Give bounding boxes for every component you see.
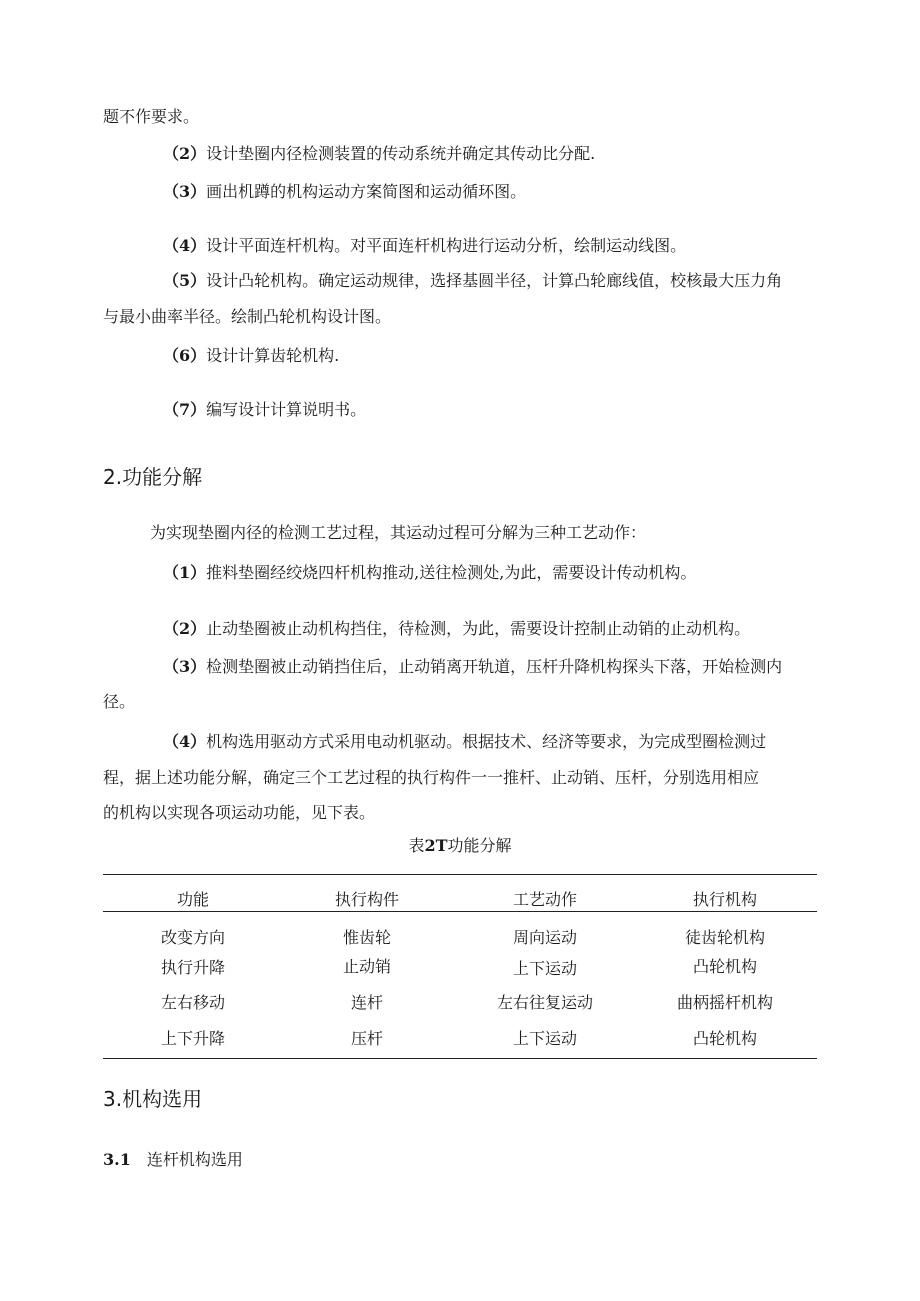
table-cell: 止动销 [342, 957, 391, 976]
subsection-heading-3-1 [103, 1150, 243, 1170]
requirement-item-4 [163, 236, 686, 256]
function-item-4-cont2: 的机构以实现各项运动功能，见下表。 [103, 803, 376, 822]
caption-number: 2T [424, 836, 448, 855]
item-number: （3） [163, 182, 207, 201]
requirement-item-6 [163, 346, 339, 366]
item-text: 检测垫圈被止动销挡住后，止动销离开轨道，压杆升降机构探头下落，开始检测内 [206, 657, 783, 676]
requirement-item-5-cont: 与最小曲率半径。绘制凸轮机构设计图。 [103, 307, 392, 326]
table-cell: 曲柄摇杆机构 [676, 993, 773, 1012]
table-header-cell: 执行机构 [692, 890, 757, 909]
function-item-3-cont: 径。 [103, 692, 136, 711]
table-header-cell: 执行构件 [334, 890, 399, 909]
table-cell: 左右移动 [160, 993, 225, 1012]
function-item-1 [163, 563, 696, 583]
table-cell: 上下运动 [512, 1029, 577, 1048]
table-caption [0, 836, 920, 856]
requirement-item-7 [163, 400, 366, 420]
item-text: 设计平面连杆机构。对平面连杆机构进行运动分析，绘制运动线图。 [206, 236, 687, 255]
table-bottom-rule [103, 1058, 817, 1059]
table-header-cell: 功能 [176, 890, 209, 909]
table-cell: 周向运动 [512, 928, 577, 947]
table-cell: 压杆 [350, 1029, 383, 1048]
function-item-4-cont: 程，据上述功能分解，确定三个工艺过程的执行构件一一推杆、止动销、压杆，分别选用相应 [103, 768, 760, 787]
item-number: （6） [163, 346, 207, 365]
item-number: （5） [163, 271, 207, 290]
table-cell: 连杆 [350, 993, 383, 1012]
item-text: 设计垫圈内径检测装置的传动系统并确定其传动比分配. [206, 144, 596, 163]
table-cell: 执行升降 [160, 958, 225, 977]
item-text: 画出机蹲的机构运动方案简图和运动循环图。 [206, 182, 527, 201]
table-cell: 改变方向 [160, 928, 225, 947]
function-item-2 [163, 619, 750, 639]
item-text: 止动垫圈被止动机构挡住，待检测，为此，需要设计控制止动销的止动机构。 [206, 619, 751, 638]
paragraph-continuation: 题不作要求。 [103, 107, 200, 126]
section2-intro: 为实现垫圈内径的检测工艺过程，其运动过程可分解为三种工艺动作： [150, 523, 647, 542]
requirement-item-3 [163, 182, 526, 202]
item-number: （3） [163, 657, 207, 676]
subsection-number: 3.1 [103, 1150, 131, 1169]
function-item-3 [163, 657, 782, 677]
caption-title: 功能分解 [447, 836, 512, 855]
item-number: （2） [163, 144, 207, 163]
subsection-title: 连杆机构选用 [146, 1150, 243, 1169]
item-number: （7） [163, 400, 207, 419]
item-number: （4） [163, 732, 207, 751]
caption-prefix: 表 [408, 836, 425, 855]
item-text: 设计凸轮机构。确定运动规律，选择基圆半径，计算凸轮廊线值，校核最大压力角 [206, 271, 783, 290]
requirement-item-2 [163, 144, 595, 164]
table-cell: 凸轮机构 [692, 1029, 757, 1048]
table-cell: 徒齿轮机构 [684, 928, 765, 947]
function-item-4 [163, 732, 766, 752]
section-heading-2: 2.功能分解 [103, 465, 203, 489]
table-header-rule [103, 911, 817, 912]
table-cell: 左右往复运动 [496, 993, 593, 1012]
table-header-cell: 工艺动作 [512, 890, 577, 909]
table-cell: 上下运动 [512, 959, 577, 978]
table-cell: 上下升降 [160, 1029, 225, 1048]
item-number: （4） [163, 236, 207, 255]
table-top-rule [103, 874, 817, 875]
item-text: 编写设计计算说明书。 [206, 400, 367, 419]
item-text: 机构选用驱动方式采用电动机驱动。根据技术、经济等要求，为完成型圈检测过 [206, 732, 767, 751]
requirement-item-5 [163, 271, 782, 291]
table-cell: 凸轮机构 [692, 957, 757, 976]
item-text: 设计计算齿轮机构. [206, 346, 340, 365]
item-number: （2） [163, 619, 207, 638]
table-cell: 惟齿轮 [342, 928, 391, 947]
item-number: （1） [163, 563, 207, 582]
section-heading-3: 3.机构选用 [103, 1087, 203, 1111]
item-text: 推料垫圈经绞烧四杆机构推动,送往检测处,为此，需要设计传动机构。 [206, 563, 697, 582]
